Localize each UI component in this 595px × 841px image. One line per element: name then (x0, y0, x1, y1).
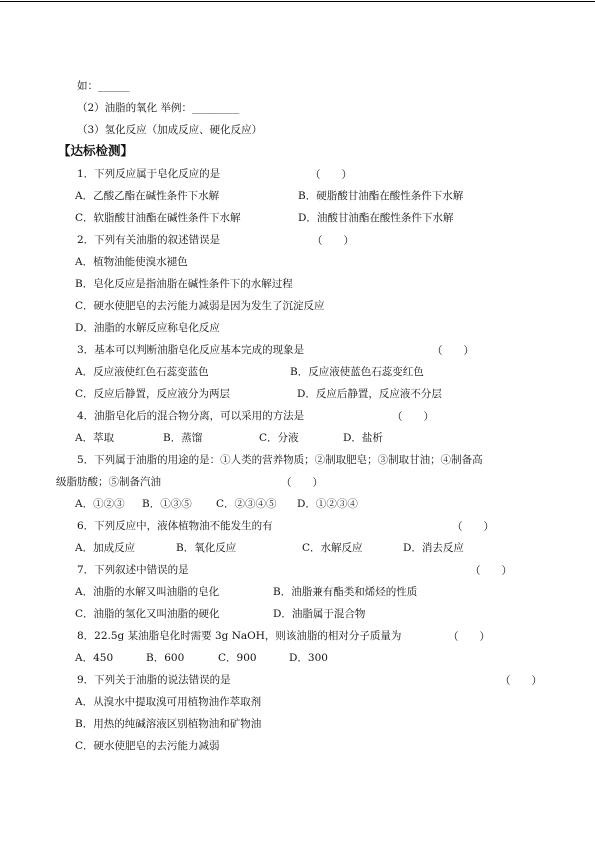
question-8-stem: 8．22.5g 某油脂皂化时需要 3g NaOH，则该油脂的相对分子质量为 (77, 630, 402, 642)
question-9-option-b: B．用热的纯碱溶液区别植物油和矿物油 (75, 718, 262, 730)
question-3-answer-paren: （ ） (432, 345, 474, 357)
question-4-option-d: D．盐析 (343, 432, 383, 444)
question-6-option-d: D．消去反应 (403, 542, 464, 554)
question-1-option-a: A．乙酸乙酯在碱性条件下水解 (75, 190, 220, 202)
page-top-rule (0, 1, 595, 2)
question-7-option-d: D．油脂属于混合物 (273, 608, 366, 620)
question-5-option-d: D．①②③④ (297, 498, 358, 510)
question-5-stem: 5．下列属于油脂的用途的是：①人类的营养物质；②制取肥皂；③制取甘油；④制备高 (77, 454, 483, 466)
question-6-option-c: C．水解反应 (302, 542, 363, 554)
question-6-stem: 6．下列反应中，液体植物油不能发生的有 (77, 520, 273, 532)
question-1-answer-paren: （ ） (310, 169, 352, 181)
question-5-stem-continued: 级脂肪酸；⑤制备汽油 (56, 476, 161, 488)
question-2-option-a: A．植物油能使溴水褪色 (75, 256, 188, 268)
question-7-option-a: A．油脂的水解又叫油脂的皂化 (75, 586, 220, 598)
question-7-option-b: B．油脂兼有酯类和烯烃的性质 (273, 586, 418, 598)
question-4-option-a: A．萃取 (75, 432, 115, 444)
question-8-option-d: D．300 (289, 652, 328, 664)
question-2-option-d: D．油脂的水解反应称皂化反应 (75, 322, 220, 334)
pre-line-2: （2）油脂的氧化 举例：_________ (77, 102, 240, 114)
question-1-option-c: C．软脂酸甘油酯在碱性条件下水解 (75, 212, 241, 224)
question-4-answer-paren: （ ） (392, 411, 434, 423)
question-7-option-c: C．油脂的氢化又叫油脂的硬化 (75, 608, 220, 620)
question-8-option-c: C．900 (218, 652, 257, 664)
question-6-option-b: B．氧化反应 (176, 542, 237, 554)
question-3-option-a: A．反应液使红色石蕊变蓝色 (75, 366, 209, 378)
question-8-option-a: A．450 (75, 652, 114, 664)
question-5-option-a: A．①②③ (75, 498, 125, 510)
pre-line-3: （3）氢化反应（加成反应、硬化反应） (77, 124, 263, 136)
question-3-option-c: C．反应后静置，反应液分为两层 (75, 388, 231, 400)
question-1-option-d: D．油酸甘油酯在酸性条件下水解 (298, 212, 454, 224)
question-8-option-b: B．600 (146, 652, 185, 664)
question-4-option-c: C．分液 (259, 432, 299, 444)
question-1-option-b: B．硬脂酸甘油酯在酸性条件下水解 (298, 190, 464, 202)
question-6-option-a: A．加成反应 (75, 542, 136, 554)
question-4-option-b: B．蒸馏 (163, 432, 203, 444)
question-6-answer-paren: （ ） (452, 521, 494, 533)
question-5-option-b: B．①③⑤ (142, 498, 192, 510)
question-7-stem: 7．下列叙述中错误的是 (77, 564, 189, 576)
question-2-option-c: C．硬水使肥皂的去污能力减弱是因为发生了沉淀反应 (75, 300, 325, 312)
question-9-stem: 9．下列关于油脂的说法错误的是 (77, 674, 231, 686)
question-5-option-c: C．②③④⑤ (216, 498, 277, 510)
question-4-stem: 4．油脂皂化后的混合物分离，可以采用的方法是 (77, 410, 305, 422)
question-8-answer-paren: （ ） (448, 631, 490, 643)
pre-line-1: 如：______ (77, 80, 130, 92)
question-3-option-b: B．反应液使蓝色石蕊变红色 (290, 366, 424, 378)
question-1-stem: 1．下列反应属于皂化反应的是 (77, 168, 221, 180)
question-3-option-d: D．反应后静置，反应液不分层 (297, 388, 442, 400)
question-2-stem: 2．下列有关油脂的叙述错误是 (77, 234, 221, 246)
question-9-option-c: C．硬水使肥皂的去污能力减弱 (75, 740, 220, 752)
question-9-answer-paren: （ ） (500, 675, 542, 687)
question-9-option-a: A．从溴水中提取溴可用植物油作萃取剂 (75, 696, 262, 708)
question-5-answer-paren: （ ） (281, 477, 323, 489)
section-title: 【达标检测】 (58, 143, 134, 158)
question-2-option-b: B．皂化反应是指油脂在碱性条件下的水解过程 (75, 278, 293, 290)
question-3-stem: 3．基本可以判断油脂皂化反应基本完成的现象是 (77, 344, 305, 356)
question-7-answer-paren: （ ） (470, 565, 512, 577)
question-2-answer-paren: （ ） (312, 235, 354, 247)
